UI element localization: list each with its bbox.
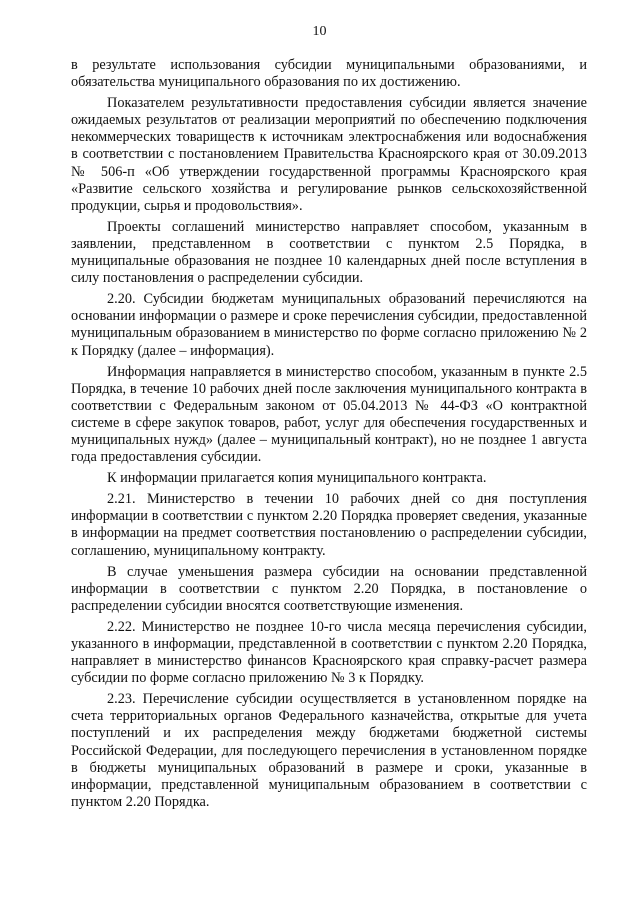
paragraph-continuation: в результате использования субсидии муниципальными образованиями, и обязательства муниципального образования по их достижению.: [71, 57, 587, 91]
paragraph-clause-2-21: 2.21. Министерство в течении 10 рабочих дней со дня поступления информации в соответствии с пунктом 2.20 Порядка проверяет сведения, указанные в информации на предмет соответствия постановлению о распределении субсидии, соглашению, муниципальному контракту.: [71, 491, 587, 559]
paragraph-contract-copy: К информации прилагается копия муниципального контракта.: [107, 470, 487, 487]
paragraph-subsidy-reduction: В случае уменьшения размера субсидии на основании представленной информации в соответствии с пунктом 2.20 Порядка, в постановление о распределении субсидии вносятся соответствующие изменения.: [71, 563, 587, 614]
paragraph-information-sending: Информация направляется в министерство способом, указанным в пункте 2.5 Порядка, в течение 10 рабочих дней после заключения муниципального контракта в соответствии с Федеральным законом от 05.04.2013 № 44-ФЗ «О контрактной системе в сфере закупок товаров, работ, услуг для обеспечения государственных и муниципальных нужд» (далее – муниципальный контракт), но не позднее 1 августа года предоставления субсидии.: [71, 363, 587, 466]
page-number: 10: [312, 24, 327, 39]
paragraph-clause-2-23: 2.23. Перечисление субсидии осуществляется в установленном порядке на счета территориальных органов Федерального казначейства, открытые для учета поступлений и их распределения между бюджетами бюджетной системы Российской Федерации, для последующего перечисления в установленном порядке в бюджеты муниципальных образований в размере и сроки, указанные в информации, представленной муниципальным образованием в соответствии с пунктом 2.20 Порядка.: [71, 691, 587, 810]
paragraph-performance-indicator: Показателем результативности предоставления субсидии является значение ожидаемых результатов от реализации мероприятий по обеспечению подключения некоммерческих товариществ к источникам электроснабжения или водоснабжения в соответствии с постановлением Правительства Красноярского края от 30.09.2013 № 506-п «Об утверждении государственной программы Красноярского края «Развитие сельского хозяйства и регулирование рынков сельскохозяйственной продукции, сырья и продовольствия».: [71, 95, 587, 214]
paragraph-clause-2-22: 2.22. Министерство не позднее 10-го числа месяца перечисления субсидии, указанного в информации, представленной в соответствии с пунктом 2.20 Порядка, направляет в министерство финансов Красноярского края справку-расчет размера субсидии по форме согласно приложению № 3 к Порядку.: [71, 618, 587, 687]
paragraph-agreement-drafts: Проекты соглашений министерство направляет способом, указанным в заявлении, представленном в соответствии с пунктом 2.5 Порядка, в муниципальные образования не позднее 10 календарных дней после вступления в силу постановления о распределении субсидии.: [71, 218, 587, 287]
paragraph-clause-2-20: 2.20. Субсидии бюджетам муниципальных образований перечисляются на основании информации о размере и сроке перечисления субсидии, предоставленной муниципальным образованием в министерство по форме согласно приложению № 2 к Порядку (далее – информация).: [71, 291, 587, 359]
document-body: [71, 57, 587, 815]
